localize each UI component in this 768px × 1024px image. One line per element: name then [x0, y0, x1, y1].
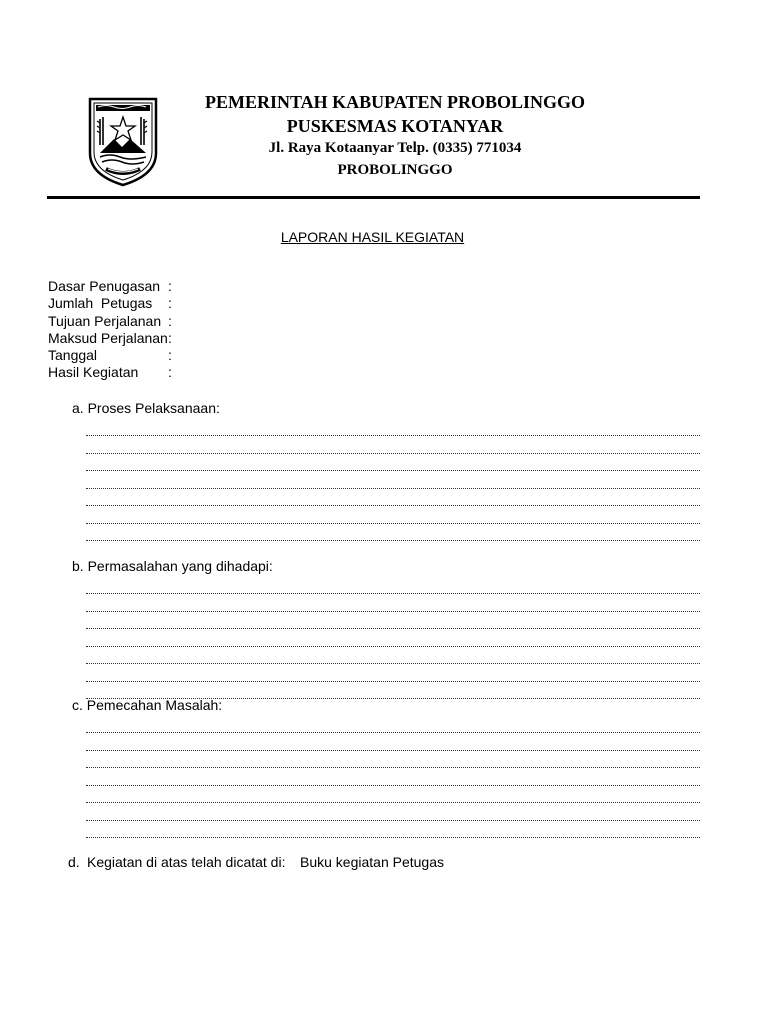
field-label: Tujuan Perjalanan [48, 312, 162, 329]
regency-emblem-icon [86, 95, 160, 187]
dotted-line [86, 435, 700, 436]
report-fields [48, 278, 172, 382]
dotted-line [86, 802, 700, 803]
section-d [68, 854, 444, 870]
agency-name: PEMERINTAH KABUPATEN PROBOLINGGO [204, 92, 586, 112]
section-b-label: b. Permasalahan yang dihadapi: [72, 558, 273, 574]
section-c-lines [86, 732, 700, 855]
field-colon: : [168, 278, 172, 294]
dotted-line [86, 488, 700, 489]
section-d-value: Buku kegiatan Petugas [300, 854, 444, 870]
dotted-line [86, 785, 700, 786]
dotted-line [86, 767, 700, 768]
section-c-label: c. Pemecahan Masalah: [72, 697, 223, 713]
field-tanggal [48, 347, 172, 364]
dotted-line [86, 470, 700, 471]
dotted-line [86, 732, 700, 733]
dotted-line [86, 837, 700, 838]
dotted-line [86, 611, 700, 612]
field-colon: : [168, 295, 172, 312]
field-tujuan-perjalanan [48, 312, 172, 330]
section-a-label: a. Proses Pelaksanaan: [72, 400, 220, 416]
field-label: Jumlah Petugas [48, 295, 153, 312]
dotted-line [86, 505, 700, 506]
field-label: Dasar Penugasan [48, 278, 161, 294]
field-colon: : [168, 329, 172, 346]
dotted-line [86, 540, 700, 541]
field-colon: : [168, 347, 172, 364]
section-a-lines [86, 435, 700, 558]
section-d-label: Kegiatan di atas telah dicatat di: [87, 854, 286, 870]
field-jumlah-petugas [48, 295, 172, 312]
page-title: LAPORAN HASIL KEGIATAN [280, 229, 465, 245]
dotted-line [86, 453, 700, 454]
field-label: Hasil Kegiatan [48, 364, 139, 381]
dotted-line [86, 646, 700, 647]
dotted-line [86, 820, 700, 821]
field-label: Tanggal [48, 347, 98, 364]
field-colon: : [168, 364, 172, 381]
address-line: Jl. Raya Kotaanyar Telp. (0335) 771034 [268, 140, 522, 156]
section-d-number: d. [68, 854, 80, 870]
dotted-line [86, 663, 700, 664]
dotted-line [86, 750, 700, 751]
field-maksud-perjalanan [48, 329, 172, 347]
city-line: PROBOLINGGO [337, 162, 453, 178]
dotted-line [86, 628, 700, 629]
letterhead-rule [47, 196, 700, 199]
field-colon: : [168, 312, 172, 329]
field-label: Maksud Perjalanan [48, 329, 168, 346]
clinic-name: PUSKESMAS KOTANYAR [286, 116, 504, 136]
dotted-line [86, 523, 700, 524]
field-dasar-penugasan [48, 278, 172, 295]
dotted-line [86, 681, 700, 682]
field-hasil-kegiatan [48, 364, 172, 381]
dotted-line [86, 593, 700, 594]
